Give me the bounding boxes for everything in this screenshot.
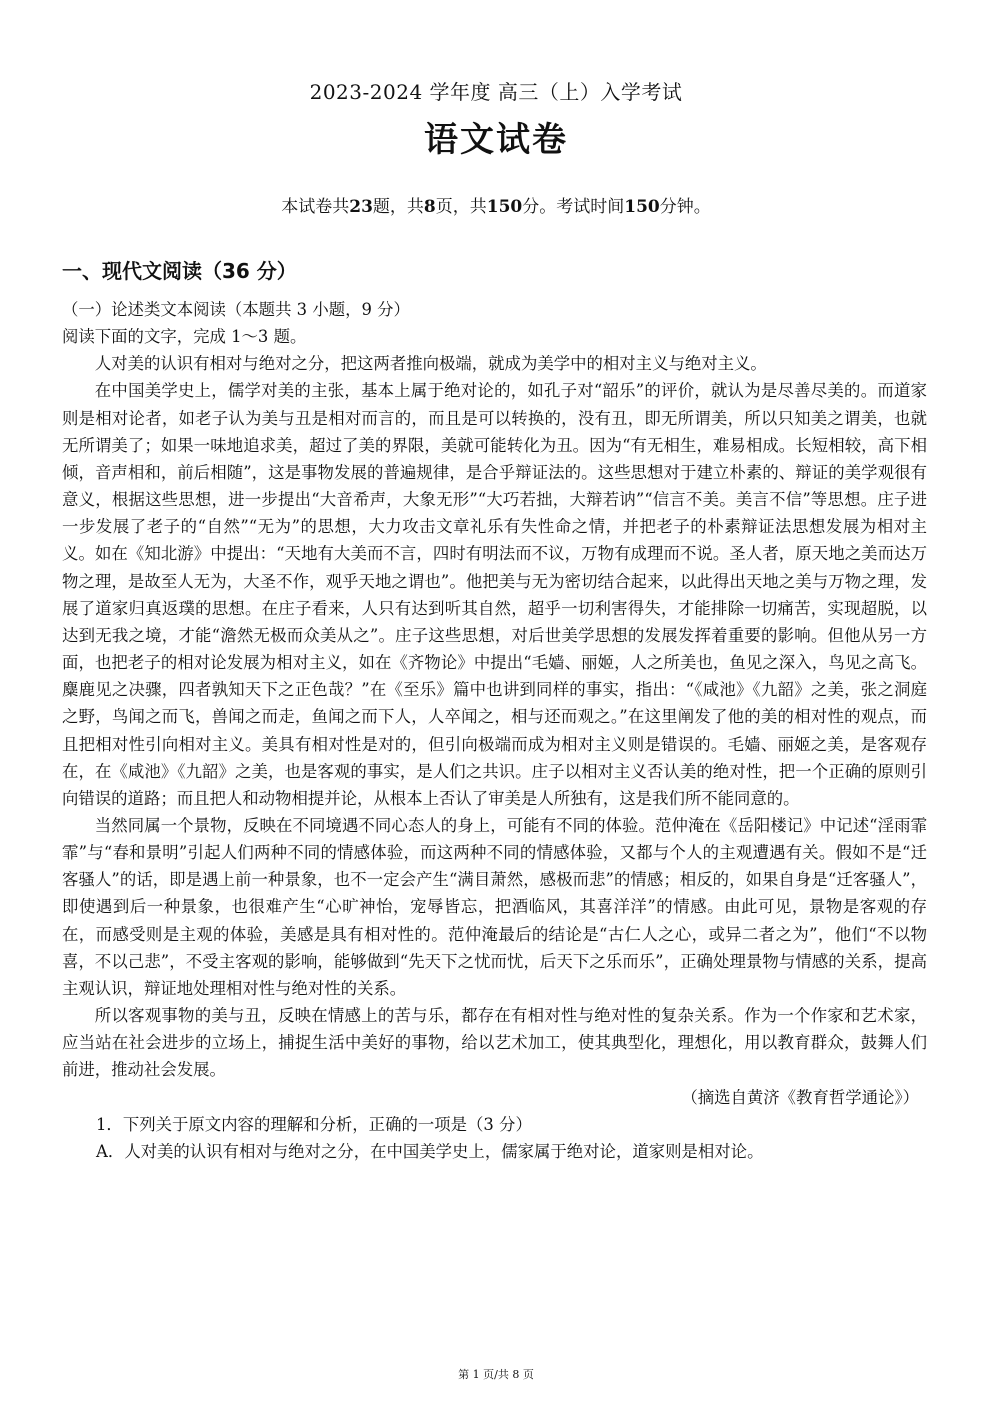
section-heading: 一、现代文阅读（36 分）: [62, 259, 297, 283]
answer-option-a: A．人对美的认识有相对与绝对之分，在中国美学史上，儒家属于绝对论，道家则是相对论。: [96, 1141, 764, 1161]
question-stem: 1．下列关于原文内容的理解和分析，正确的一项是（3 分）: [96, 1114, 532, 1134]
paper-title: 语文试卷: [424, 120, 568, 160]
question-unit: 题，共: [372, 197, 424, 217]
passage-paragraph: 所以客观事物的美与丑，反映在情感上的苦与乐，都存在有相对性与绝对性的复杂关系。作为一个作家和艺术家，应当站在社会进步的立场上，捕捉生活中美好的事物，给以艺术加工，使其典型化，理想化，用以教育群众，鼓舞人们前进，推动社会发展。: [62, 1006, 927, 1080]
question-count: 23: [349, 197, 373, 217]
exam-header: 2023-2024 学年度 高三（上）入学考试: [309, 80, 683, 104]
score-unit: 分。考试时间: [522, 197, 625, 217]
total-score: 150: [486, 197, 523, 217]
passage-paragraph: 当然同属一个景物，反映在不同境遇不同心态人的身上，可能有不同的体验。范仲淹在《岳阳楼记》中记述“淫雨霏霏”与“春和景明”引起人们两种不同的情感体验，而这两种不同的情感体验，又都与个人的主观遭遇有关。假如不是“迁客骚人”的话，即是遇上前一种景象，也不一定会产生“满目萧然，感极而悲”的情感；相反的，如果自身是“迁客骚人”，即使遇到后一种景象，也很难产生“心旷神怡，宠辱皆忘，把酒临风，其喜洋洋”的情感。由此可见，景物是客观的存在，而感受则是主观的体验，美感是具有相对性的。范仲淹最后的结论是“古仁人之心，或异二者之为”，他们“不以物喜，不以己悲”，不受主客观的影响，能够做到“先天下之忧而忧，后天下之乐而乐”，正确处理景物与情感的关系，提高主观认识，辩证地处理相对性与绝对性的关系。: [62, 815, 927, 998]
section-subheading: （一）论述类文本阅读（本题共 3 小题，9 分）: [62, 300, 410, 319]
exam-info-prefix: 本试卷共: [281, 197, 350, 217]
page-footer: 第 1 页/共 8 页: [458, 1368, 534, 1381]
passage-source: （摘选自黄济《教育哲学通论》）: [681, 1087, 919, 1107]
passage-paragraph: 人对美的认识有相对与绝对之分，把这两者推向极端，就成为美学中的相对主义与绝对主义。: [94, 354, 767, 374]
minutes-unit: 分钟。: [659, 197, 711, 217]
exam-minutes: 150: [624, 197, 660, 217]
page-unit: 页，共: [435, 197, 487, 217]
reading-instruction: 阅读下面的文字，完成 1～3 题。: [62, 327, 307, 347]
reading-content: [62, 296, 927, 1165]
exam-info: [0, 192, 992, 217]
page-count: 8: [423, 197, 436, 217]
passage-paragraph: 在中国美学史上，儒学对美的主张，基本上属于绝对论的，如孔子对“韶乐”的评价，就认为是尽善尽美的。而道家则是相对论者，如老子认为美与丑是相对而言的，而且是可以转换的，没有丑，即无所谓美，所以只知美之谓美，也就无所谓美了；如果一味地追求美，超过了美的界限，美就可能转化为丑。因为“有无相生，难易相成。长短相较，高下相倾，音声相和，前后相随”，这是事物发展的普遍规律，是合乎辩证法的。这些思想对于建立朴素的、辩证的美学观很有意义，根据这些思想，进一步提出“大音希声，大象无形”“大巧若拙，大辩若讷”“信言不美。美言不信”等思想。庄子进一步发展了老子的“自然”“无为”的思想，大力攻击文章礼乐有失性命之情，并把老子的朴素辩证法思想发展为相对主义。如在《知北游》中提出：“天地有大美而不言，四时有明法而不议，万物有成理而不说。圣人者，原天地之美而达万物之理，是故至人无为，大圣不作，观乎天地之谓也”。他把美与无为密切结合起来，以此得出天地之美与万物之理，发展了道家归真返璞的思想。在庄子看来，人只有达到听其自然，超乎一切利害得失，才能排除一切痛苦，实现超脱，以达到无我之境，才能“澹然无极而众美从之”。庄子这些思想，对后世美学思想的发展发挥着重要的影响。但他从另一方面，也把老子的相对论发展为相对主义，如在《齐物论》中提出“毛嫱、丽姬，人之所美也，鱼见之深入，鸟见之高飞。麋鹿见之决骤，四者孰知天下之正色哉？”在《至乐》篇中也讲到同样的事实，指出：“《咸池》《九韶》之美，张之洞庭之野，鸟闻之而飞，兽闻之而走，鱼闻之而下人，人卒闻之，相与还而观之。”在这里阐发了他的美的相对性的观点，而且把相对性引向相对主义。美具有相对性是对的，但引向极端而成为相对主义则是错误的。毛嫱、丽姬之美，是客观存在，在《咸池》《九韶》之美，也是客观的事实，是人们之共识。庄子以相对主义否认美的绝对性，把一个正确的原则引向错误的道路；而且把人和动物相提并论，从根本上否认了审美是人所独有，这是我们所不能同意的。: [62, 381, 927, 808]
